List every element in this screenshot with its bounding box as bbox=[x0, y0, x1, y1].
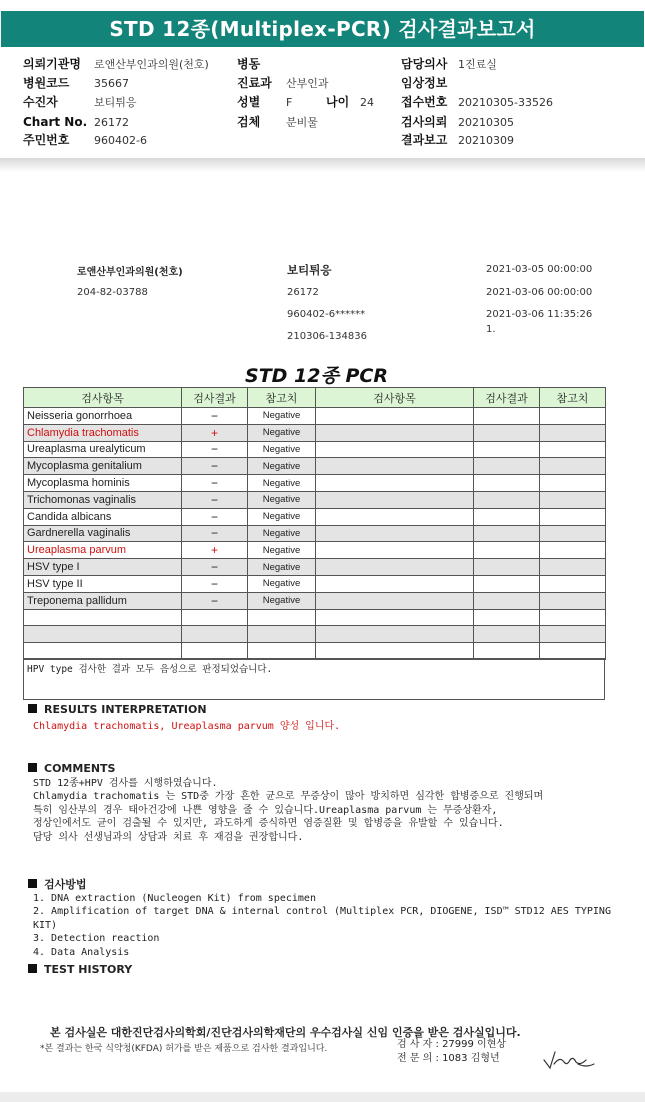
square-bullet-icon bbox=[28, 763, 37, 772]
test-result-cell-2 bbox=[474, 424, 540, 441]
table-row bbox=[24, 408, 606, 425]
test-item-cell: Gardnerella vaginalis bbox=[24, 525, 182, 542]
reference-value-cell-2 bbox=[540, 559, 606, 576]
results-table bbox=[23, 387, 606, 660]
chart-no-label: Chart No. bbox=[23, 115, 88, 129]
table-row bbox=[24, 508, 606, 525]
test-item-cell: Candida albicans bbox=[24, 508, 182, 525]
kfda-note: *본 결과는 한국 식약청(KFDA) 허가를 받은 제품으로 검사한 결과입니다. bbox=[40, 1044, 328, 1054]
reference-value-cell: Negative bbox=[248, 475, 316, 492]
age-value: 24 bbox=[360, 96, 374, 109]
reference-value-cell: Negative bbox=[248, 525, 316, 542]
method-heading: 검사방법 bbox=[28, 876, 87, 892]
receipt-no-value: 20210305-33526 bbox=[458, 96, 553, 109]
header-separator bbox=[0, 158, 645, 172]
reference-value-cell bbox=[248, 626, 316, 643]
patient-row bbox=[23, 94, 137, 111]
comment-line: 담당 의사 선생님과의 상담과 치료 후 재검을 권장합니다. bbox=[33, 831, 304, 843]
test-item-cell bbox=[24, 609, 182, 626]
reference-value-cell: Negative bbox=[248, 559, 316, 576]
method-line: KIT) bbox=[33, 919, 58, 931]
test-result-cell: − bbox=[182, 458, 248, 475]
table-row bbox=[24, 559, 606, 576]
sex-label: 성별 bbox=[237, 95, 261, 109]
request-date-row bbox=[401, 114, 514, 131]
ward-label: 병동 bbox=[237, 57, 261, 71]
reference-value-cell-2 bbox=[540, 408, 606, 425]
test-result-cell-2 bbox=[474, 559, 540, 576]
test-result-cell-2 bbox=[474, 592, 540, 609]
reference-value-cell-2 bbox=[540, 475, 606, 492]
reference-value-cell: Negative bbox=[248, 424, 316, 441]
resident-no-row bbox=[23, 132, 147, 149]
reference-value-cell: Negative bbox=[248, 408, 316, 425]
info-patient: 보티튀응 bbox=[287, 263, 332, 277]
info-date-1: 2021-03-05 00:00:00 bbox=[486, 264, 593, 275]
header-reference: 참고치 bbox=[248, 388, 316, 408]
table-row bbox=[24, 441, 606, 458]
test-item-cell-2 bbox=[316, 458, 474, 475]
reference-value-cell bbox=[248, 609, 316, 626]
test-item-cell-2 bbox=[316, 424, 474, 441]
test-item-cell-2 bbox=[316, 592, 474, 609]
institution-value: 로앤산부인과의원(천호) bbox=[94, 58, 209, 71]
test-result-cell: − bbox=[182, 559, 248, 576]
sex-value: F bbox=[286, 96, 293, 109]
report-title-bar: STD 12종(Multiplex-PCR) 검사결과보고서 bbox=[1, 11, 644, 47]
reference-value-cell-2 bbox=[540, 525, 606, 542]
department-value: 산부인과 bbox=[286, 77, 329, 90]
info-clinic: 로앤산부인과의원(천호) bbox=[77, 267, 183, 278]
doctor-value: 1진료실 bbox=[458, 58, 497, 71]
test-item-cell-2 bbox=[316, 508, 474, 525]
table-row bbox=[24, 525, 606, 542]
reference-value-cell: Negative bbox=[248, 458, 316, 475]
method-line: 2. Amplification of target DNA & internal control (Multiplex PCR, DIOGENE, ISD™ STD12 AES TYPING bbox=[33, 906, 611, 918]
doctor-label: 담당의사 bbox=[401, 57, 448, 71]
test-item-cell: HSV type II bbox=[24, 575, 182, 592]
info-date-3: 2021-03-06 11:35:26 bbox=[486, 309, 593, 320]
sex-age-row bbox=[237, 94, 374, 111]
test-result-cell: − bbox=[182, 508, 248, 525]
test-item-cell: Trichomonas vaginalis bbox=[24, 491, 182, 508]
institution-row bbox=[23, 56, 209, 73]
test-result-cell bbox=[182, 643, 248, 660]
test-item-cell: Ureaplasma urealyticum bbox=[24, 441, 182, 458]
reference-value-cell: Negative bbox=[248, 508, 316, 525]
square-bullet-icon bbox=[28, 964, 37, 973]
square-bullet-icon bbox=[28, 879, 37, 888]
table-row bbox=[24, 424, 606, 441]
reference-value-cell-2 bbox=[540, 592, 606, 609]
doctor-row bbox=[401, 56, 497, 73]
resident-no-value: 960402-6 bbox=[94, 134, 147, 147]
test-result-cell bbox=[182, 626, 248, 643]
header-result: 검사결과 bbox=[182, 388, 248, 408]
patient-value: 보티튀응 bbox=[94, 96, 137, 109]
test-result-cell bbox=[182, 609, 248, 626]
method-line: 4. Data Analysis bbox=[33, 946, 130, 958]
resident-no-label: 주민번호 bbox=[23, 133, 70, 147]
info-chart-no: 26172 bbox=[287, 287, 319, 298]
certification-text: 본 검사실은 대한진단검사의학회/진단검사의학재단의 우수검사실 신임 인증을 받은 검사실입니다. bbox=[50, 1026, 521, 1039]
table-row bbox=[24, 592, 606, 609]
receipt-no-label: 접수번호 bbox=[401, 95, 448, 109]
report-date-row bbox=[401, 132, 514, 149]
table-row bbox=[24, 643, 606, 660]
test-item-cell: Treponema pallidum bbox=[24, 592, 182, 609]
report-date-label: 결과보고 bbox=[401, 133, 448, 147]
table-row bbox=[24, 626, 606, 643]
method-line: 3. Detection reaction bbox=[33, 933, 160, 945]
reference-value-cell: Negative bbox=[248, 575, 316, 592]
test-item-cell-2 bbox=[316, 609, 474, 626]
reference-value-cell: Negative bbox=[248, 592, 316, 609]
test-item-cell-2 bbox=[316, 441, 474, 458]
table-row bbox=[24, 475, 606, 492]
test-item-cell: HSV type I bbox=[24, 559, 182, 576]
age-label: 나이 bbox=[326, 95, 350, 109]
comments-text bbox=[33, 777, 543, 844]
bottom-bar bbox=[0, 1092, 645, 1102]
test-item-cell-2 bbox=[316, 475, 474, 492]
test-history-heading: TEST HISTORY bbox=[28, 963, 132, 976]
test-result-cell-2 bbox=[474, 408, 540, 425]
test-result-cell: + bbox=[182, 424, 248, 441]
results-interpretation-text: Chlamydia trachomatis, Ureaplasma parvum 양성 입니다. bbox=[33, 721, 341, 732]
report-subtitle: STD 12종 PCR bbox=[245, 365, 388, 387]
reference-value-cell-2 bbox=[540, 508, 606, 525]
test-item-cell-2 bbox=[316, 491, 474, 508]
specialist-line: 전 문 의 : 1083 김형년 bbox=[397, 1053, 500, 1064]
table-row bbox=[24, 458, 606, 475]
test-result-cell-2 bbox=[474, 458, 540, 475]
test-result-cell-2 bbox=[474, 441, 540, 458]
reference-value-cell-2 bbox=[540, 491, 606, 508]
test-item-cell-2 bbox=[316, 542, 474, 559]
hospital-code-label: 병원코드 bbox=[23, 76, 70, 90]
clinical-info-row bbox=[401, 75, 458, 92]
signatories bbox=[397, 1038, 506, 1066]
test-result-cell: − bbox=[182, 491, 248, 508]
reference-value-cell: Negative bbox=[248, 441, 316, 458]
specimen-row bbox=[237, 114, 318, 131]
test-result-cell: − bbox=[182, 475, 248, 492]
test-result-cell-2 bbox=[474, 525, 540, 542]
test-item-cell: Mycoplasma genitalium bbox=[24, 458, 182, 475]
test-item-cell-2 bbox=[316, 643, 474, 660]
test-item-cell-2 bbox=[316, 626, 474, 643]
test-item-cell: Ureaplasma parvum bbox=[24, 542, 182, 559]
table-header-row bbox=[24, 388, 606, 408]
reference-value-cell-2 bbox=[540, 441, 606, 458]
square-bullet-icon bbox=[28, 704, 37, 713]
ward-row bbox=[237, 56, 286, 73]
report-date-value: 20210309 bbox=[458, 134, 514, 147]
signature-image bbox=[540, 1046, 598, 1072]
test-result-cell-2 bbox=[474, 626, 540, 643]
test-result-cell: − bbox=[182, 441, 248, 458]
test-result-cell: − bbox=[182, 575, 248, 592]
reference-value-cell bbox=[248, 643, 316, 660]
reference-value-cell: Negative bbox=[248, 491, 316, 508]
comment-line: Chlamydia trachomatis 는 STD중 가장 흔한 균으로 무증상이 많아 방치하면 심각한 합병증으로 진행되며 bbox=[33, 791, 544, 803]
comments-heading: COMMENTS bbox=[28, 762, 115, 775]
department-label: 진료과 bbox=[237, 76, 272, 90]
hpv-note-box bbox=[23, 658, 605, 700]
chart-no-row bbox=[23, 114, 129, 131]
test-item-cell-2 bbox=[316, 575, 474, 592]
reference-value-cell-2 bbox=[540, 643, 606, 660]
header-item: 검사항목 bbox=[24, 388, 182, 408]
hospital-code-row bbox=[23, 75, 129, 92]
test-result-cell: − bbox=[182, 525, 248, 542]
table-row bbox=[24, 542, 606, 559]
test-item-cell-2 bbox=[316, 559, 474, 576]
request-date-value: 20210305 bbox=[458, 116, 514, 129]
test-item-cell: Chlamydia trachomatis bbox=[24, 424, 182, 441]
header-item-2: 검사항목 bbox=[316, 388, 474, 408]
test-result-cell: − bbox=[182, 592, 248, 609]
table-row bbox=[24, 491, 606, 508]
method-text bbox=[33, 892, 611, 959]
info-resident-no: 960402-6****** bbox=[287, 309, 366, 320]
table-row bbox=[24, 609, 606, 626]
reference-value-cell-2 bbox=[540, 542, 606, 559]
patient-label: 수진자 bbox=[23, 95, 58, 109]
request-date-label: 검사의뢰 bbox=[401, 115, 448, 129]
results-interpretation-heading: RESULTS INTERPRETATION bbox=[28, 703, 207, 716]
department-row bbox=[237, 75, 329, 92]
info-specimen-id: 210306-134836 bbox=[287, 331, 367, 342]
reference-value-cell-2 bbox=[540, 626, 606, 643]
institution-label: 의뢰기관명 bbox=[23, 57, 81, 71]
reference-value-cell-2 bbox=[540, 609, 606, 626]
method-line: 1. DNA extraction (Nucleogen Kit) from specimen bbox=[33, 893, 316, 904]
chart-no-value: 26172 bbox=[94, 116, 129, 129]
test-item-cell: Mycoplasma hominis bbox=[24, 475, 182, 492]
test-result-cell-2 bbox=[474, 609, 540, 626]
comment-line: STD 12종+HPV 검사를 시행하였습니다. bbox=[33, 778, 218, 789]
reference-value-cell: Negative bbox=[248, 542, 316, 559]
hospital-code-value: 35667 bbox=[94, 77, 129, 90]
test-result-cell-2 bbox=[474, 475, 540, 492]
header-reference-2: 참고치 bbox=[540, 388, 606, 408]
specimen-label: 검체 bbox=[237, 115, 261, 129]
test-result-cell: − bbox=[182, 408, 248, 425]
reference-value-cell-2 bbox=[540, 575, 606, 592]
specimen-value: 분비물 bbox=[286, 116, 318, 129]
test-result-cell-2 bbox=[474, 508, 540, 525]
hpv-note: HPV type 검사한 결과 모두 음성으로 판정되었습니다. bbox=[27, 664, 273, 675]
test-result-cell-2 bbox=[474, 542, 540, 559]
info-date-3-cont: 1. bbox=[486, 324, 496, 335]
test-result-cell: + bbox=[182, 542, 248, 559]
reference-value-cell-2 bbox=[540, 424, 606, 441]
test-result-cell-2 bbox=[474, 575, 540, 592]
info-date-2: 2021-03-06 00:00:00 bbox=[486, 287, 593, 298]
table-row bbox=[24, 575, 606, 592]
test-item-cell-2 bbox=[316, 408, 474, 425]
reference-value-cell-2 bbox=[540, 458, 606, 475]
test-result-cell-2 bbox=[474, 491, 540, 508]
receipt-no-row bbox=[401, 94, 553, 111]
test-item-cell: Neisseria gonorrhoea bbox=[24, 408, 182, 425]
info-business-no: 204-82-03788 bbox=[77, 287, 148, 298]
comment-line: 특히 임산부의 경우 태아건강에 나쁜 영향을 줄 수 있습니다.Ureaplasma parvum 는 무증상환자, bbox=[33, 804, 498, 816]
test-result-cell-2 bbox=[474, 643, 540, 660]
test-item-cell-2 bbox=[316, 525, 474, 542]
test-item-cell bbox=[24, 643, 182, 660]
test-item-cell bbox=[24, 626, 182, 643]
clinical-info-label: 임상정보 bbox=[401, 76, 448, 90]
header-result-2: 검사결과 bbox=[474, 388, 540, 408]
tester-line: 검 사 자 : 27999 이현상 bbox=[397, 1039, 507, 1050]
comment-line: 정상인에서도 균이 검출될 수 있지만, 과도하게 증식하면 염증질환 및 합병증을 유발할 수 있습니다. bbox=[33, 818, 504, 830]
